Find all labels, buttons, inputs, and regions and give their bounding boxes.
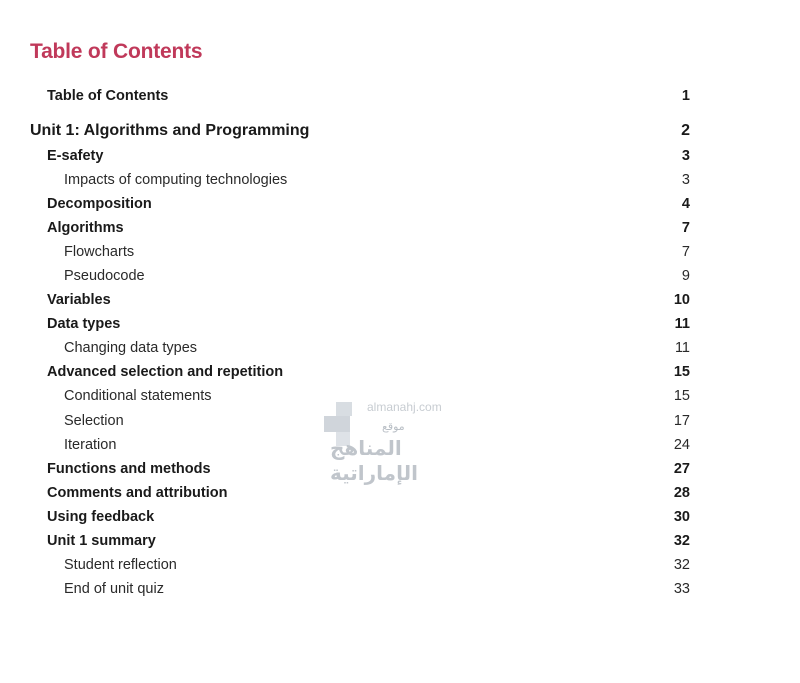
- watermark-url: almanahj.com: [367, 400, 442, 414]
- toc-entry-title: Advanced selection and repetition: [47, 364, 284, 380]
- toc-entry-page: 9: [681, 268, 690, 284]
- toc-entry-page: 11: [674, 316, 690, 332]
- toc-entry-page: 7: [681, 220, 690, 236]
- toc-entry-algorithms[interactable]: [0, 220, 800, 244]
- toc-entry-page: 30: [673, 509, 690, 525]
- toc-entry-table-of-contents[interactable]: [0, 88, 800, 112]
- toc-entry-changing-data-types[interactable]: [0, 340, 800, 364]
- page-title: Table of Contents: [30, 40, 203, 63]
- toc-entry-title: Data types: [47, 316, 121, 332]
- toc-entry-page: 15: [673, 364, 690, 380]
- toc-entry-page: 17: [673, 413, 690, 429]
- toc-entry-page: 3: [681, 148, 690, 164]
- toc-entry-page: 27: [673, 461, 690, 477]
- toc-entry-page: 33: [673, 581, 690, 597]
- toc-entry-unit-1-summary[interactable]: [0, 533, 800, 557]
- toc-entry-title: Unit 1: Algorithms and Programming: [30, 122, 310, 139]
- toc-entry-title: Pseudocode: [64, 268, 145, 284]
- toc-entry-page: 1: [681, 88, 690, 104]
- toc-entry-title: E-safety: [47, 148, 104, 164]
- toc-entry-end-of-unit-quiz[interactable]: [0, 581, 800, 605]
- toc-entry-page: 28: [673, 485, 690, 501]
- toc-entry-page: 3: [681, 172, 690, 188]
- watermark: [322, 400, 462, 485]
- toc-entry-page: 32: [673, 533, 690, 549]
- toc-entry-page: 24: [673, 437, 690, 453]
- toc-entry-unit-1[interactable]: [0, 122, 800, 146]
- toc-entry-title: Algorithms: [47, 220, 124, 236]
- toc-entry-flowcharts[interactable]: [0, 244, 800, 268]
- toc-entry-title: Iteration: [64, 437, 117, 453]
- toc-entry-e-safety[interactable]: [0, 148, 800, 172]
- toc-entry-data-types[interactable]: [0, 316, 800, 340]
- toc-entry-pseudocode[interactable]: [0, 268, 800, 292]
- toc-entry-student-reflection[interactable]: [0, 557, 800, 581]
- toc-entry-title: Conditional statements: [64, 388, 212, 404]
- toc-entry-decomposition[interactable]: [0, 196, 800, 220]
- toc-entry-title: End of unit quiz: [64, 581, 164, 597]
- toc-entry-impacts[interactable]: [0, 172, 800, 196]
- toc-entry-variables[interactable]: [0, 292, 800, 316]
- watermark-arabic-line-2: المناهج الإماراتية: [330, 438, 418, 485]
- toc-entry-title: Selection: [64, 413, 124, 429]
- toc-entry-page: 32: [673, 557, 690, 573]
- toc-entry-page: 2: [681, 122, 690, 139]
- toc-entry-page: 10: [673, 292, 690, 308]
- toc-entry-title: Changing data types: [64, 340, 198, 356]
- toc-entry-title: Flowcharts: [64, 244, 135, 260]
- toc-entry-page: 15: [673, 388, 690, 404]
- toc-entry-title: Unit 1 summary: [47, 533, 156, 549]
- toc-entry-title: Student reflection: [64, 557, 177, 573]
- watermark-arabic-line-1: موقع: [382, 421, 405, 433]
- toc-entry-using-feedback[interactable]: [0, 509, 800, 533]
- toc-entry-title: Using feedback: [47, 509, 155, 525]
- toc-entry-comments-and-attribution[interactable]: [0, 485, 800, 509]
- toc-entry-page: 4: [681, 196, 690, 212]
- toc-entry-title: Decomposition: [47, 196, 152, 212]
- toc-entry-page: 7: [681, 244, 690, 260]
- toc-entry-title: Functions and methods: [47, 461, 211, 477]
- toc-entry-title: Table of Contents: [47, 88, 169, 104]
- toc-entry-page: 11: [674, 340, 690, 356]
- toc-entry-title: Comments and attribution: [47, 485, 228, 501]
- toc-entry-title: Impacts of computing technologies: [64, 172, 288, 188]
- toc-entry-title: Variables: [47, 292, 111, 308]
- toc-entry-advanced-selection[interactable]: [0, 364, 800, 388]
